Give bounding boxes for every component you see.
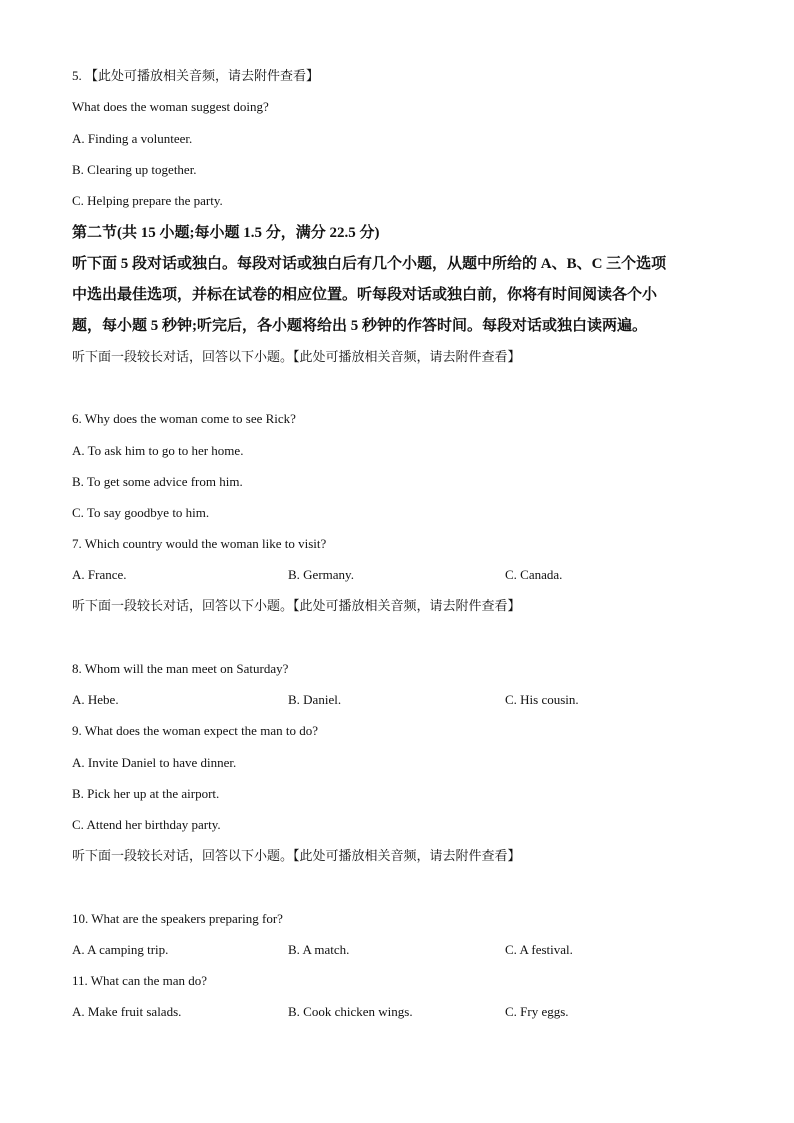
q10-question: 10. What are the speakers preparing for? bbox=[72, 911, 283, 926]
section-instruction-3: 题，每小题 5 秒钟;听完后，各小题将给出 5 秒钟的作答时间。每段对话或独白读两遍。 bbox=[72, 318, 647, 334]
q7-option-c: C. Canada. bbox=[505, 567, 563, 582]
section-title: 第二节(共 15 小题;每小题 1.5 分，满分 22.5 分) bbox=[72, 225, 380, 241]
q5-option-c: C. Helping prepare the party. bbox=[72, 193, 223, 208]
dialogue-intro-3: 听下面一段较长对话，回答以下小题。【此处可播放相关音频，请去附件查看】 bbox=[72, 848, 521, 863]
dialogue-intro-1: 听下面一段较长对话，回答以下小题。【此处可播放相关音频，请去附件查看】 bbox=[72, 349, 521, 364]
q8-option-b: B. Daniel. bbox=[288, 692, 342, 707]
q7-option-b: B. Germany. bbox=[288, 567, 354, 582]
q10-option-a: A. A camping trip. bbox=[72, 942, 169, 957]
q11-question: 11. What can the man do? bbox=[72, 973, 208, 988]
q5-question: What does the woman suggest doing? bbox=[72, 99, 269, 114]
q5-option-b: B. Clearing up together. bbox=[72, 162, 197, 177]
q10-option-b: B. A match. bbox=[288, 942, 350, 957]
q7-option-a: A. France. bbox=[72, 567, 127, 582]
q6-option-b: B. To get some advice from him. bbox=[72, 474, 243, 489]
q8-option-c: C. His cousin. bbox=[505, 692, 579, 707]
q7-question: 7. Which country would the woman like to visit? bbox=[72, 536, 327, 551]
q9-option-a: A. Invite Daniel to have dinner. bbox=[72, 755, 237, 770]
q9-option-c: C. Attend her birthday party. bbox=[72, 817, 221, 832]
q8-option-a: A. Hebe. bbox=[72, 692, 119, 707]
section-instruction-1: 听下面 5 段对话或独白。每段对话或独白后有几个小题，从题中所给的 A、B、C 三个选项 bbox=[72, 256, 667, 272]
q5-option-a: A. Finding a volunteer. bbox=[72, 131, 193, 146]
section-instruction-2: 中选出最佳选项，并标在试卷的相应位置。听每段对话或独白前，你将有时间阅读各个小 bbox=[72, 287, 658, 303]
q11-option-b: B. Cook chicken wings. bbox=[288, 1004, 413, 1019]
dialogue-intro-2: 听下面一段较长对话，回答以下小题。【此处可播放相关音频，请去附件查看】 bbox=[72, 598, 521, 613]
q10-option-c: C. A festival. bbox=[505, 942, 573, 957]
q6-question: 6. Why does the woman come to see Rick? bbox=[72, 411, 296, 426]
q9-option-b: B. Pick her up at the airport. bbox=[72, 786, 220, 801]
q6-option-a: A. To ask him to go to her home. bbox=[72, 443, 244, 458]
q6-option-c: C. To say goodbye to him. bbox=[72, 505, 210, 520]
q8-question: 8. Whom will the man meet on Saturday? bbox=[72, 661, 289, 676]
q11-option-a: A. Make fruit salads. bbox=[72, 1004, 182, 1019]
q9-question: 9. What does the woman expect the man to do? bbox=[72, 723, 318, 738]
q5-audio-line: 5. 【此处可播放相关音频，请去附件查看】 bbox=[72, 68, 320, 83]
q11-option-c: C. Fry eggs. bbox=[505, 1004, 569, 1019]
